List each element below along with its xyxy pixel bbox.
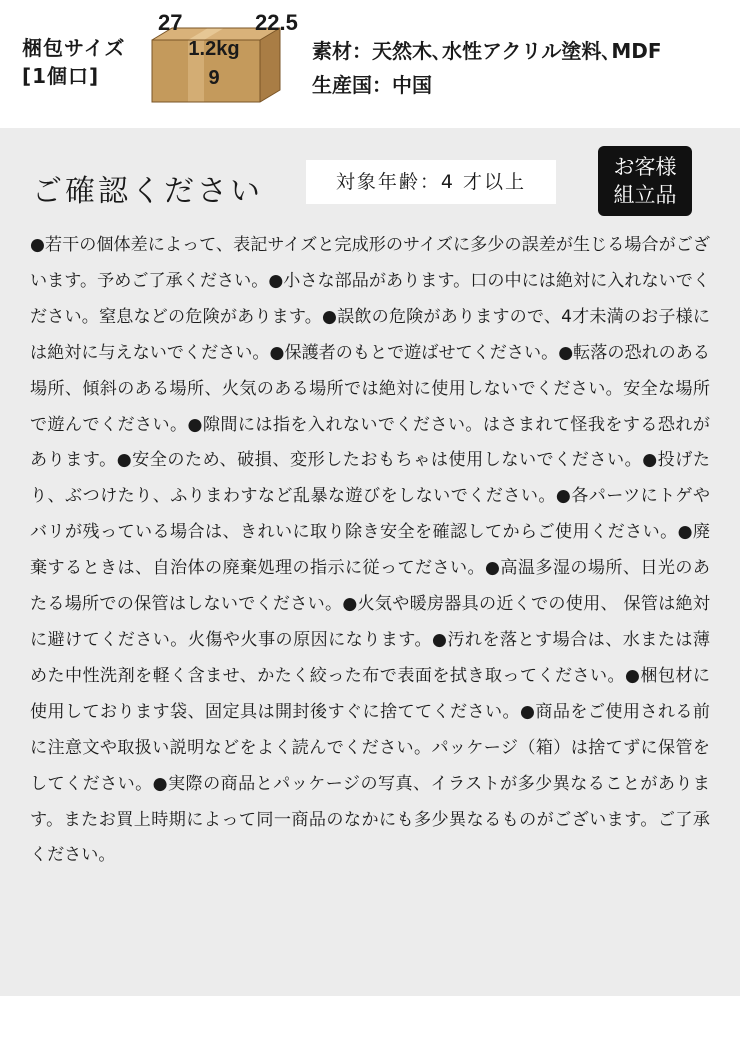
origin-text: 生産国：中国 [312, 73, 432, 97]
material-text: 素材：天然木､水性アクリル塗料､MDF [312, 39, 662, 63]
package-count: [1個口] [22, 64, 100, 88]
product-specs [312, 34, 662, 102]
package-size-title: 梱包サイズ [22, 36, 126, 60]
assembly-badge-line1: お客様 [613, 155, 677, 179]
assembly-badge-line2: 組立品 [613, 183, 677, 207]
notice-section [0, 128, 740, 996]
box-depth-value: 22.5 [255, 10, 298, 35]
package-size-label [22, 34, 125, 90]
box-weight-value: 1.2kg [188, 38, 240, 60]
caution-body-text: ●若干の個体差によって、表記サイズと完成形のサイズに多少の誤差が生じる場合がございます。予めご了承ください。●小さな部品があります。口の中には絶対に入れないでください。窒息などの危険があります。●誤飲の危険がありますので、4才未満のお子様には絶対に与えないでください。●保護者のもとで遊ばせてください。●転落の恐れのある場所、傾斜のある場所、火気のある場所では絶対に使用しないでください。安全な場所で遊んでください。●隙間には指を入れないでください。はさまれて怪我をする恐れがあります。●安全のため、破損、変形したおもちゃは使用しないでください。●投げたり、ぶつけたり、ふりまわすなど乱暴な遊びをしないでください。●各パーツにトゲやバリが残っている場合は、きれいに取り除き安全を確認してからご使用ください。●廃棄するときは、自治体の廃棄処理の指示に従ってださい。●高温多湿の場所、日光のあたる場所での保管はしないでください。●火気や暖房器具の近くでの使用、 保管は絶対に避けてください。火傷や火事の原因になります。●汚れを落とす場合は、水または薄めた中性洗剤を軽く含ませ、かたく絞った布で表面を拭き取ってください。●梱包材に使用しております袋、固定具は開封後すぐに捨ててください。●商品をご使用される前に注意文や取扱い説明などをよく読んでください。パッケージ（箱）は捨てずに保管をしてください。●実際の商品とパッケージの写真、イラストが多少異なることがあります。またお買上時期によって同一商品のなかにも多少異なるものがございます。ご了承ください。 [30, 235, 710, 866]
target-age-badge: 対象年齢：4 才以上 [306, 160, 556, 204]
box-height-value: 9 [208, 67, 220, 89]
notice-title: ご確認ください [32, 174, 263, 209]
package-info-header [0, 0, 740, 128]
box-width-value: 27 [158, 10, 183, 35]
assembly-required-badge [598, 146, 692, 216]
